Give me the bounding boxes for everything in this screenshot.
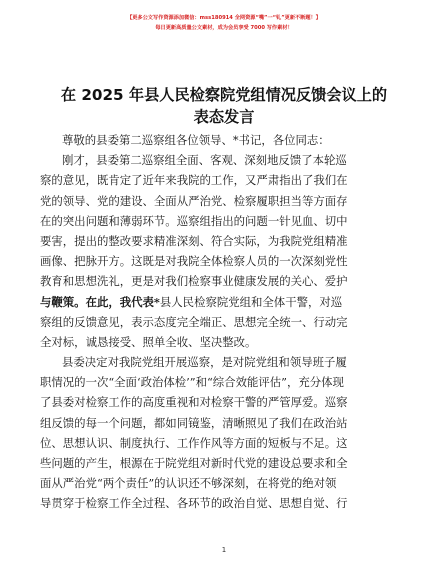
banner-line-2: 每日更新高质量公文素材，成为会员享受 7000 写作素材！ [155, 25, 293, 31]
paragraph-line: 要害，提出的整改要求精准深刻、符合实际，为我院党组精准 [40, 233, 348, 248]
page-number: 1 [221, 546, 227, 554]
promo-banner [0, 13, 448, 33]
paragraph-line: 面从严治党“两个责任”的认识还不够深刻，在将党的绝对领 [40, 476, 337, 491]
title-line-1: 在 2025 年县人民检察院党组情况反馈会议上的 [60, 86, 388, 104]
document-body [40, 130, 400, 514]
paragraph-line-emphasis [40, 292, 400, 312]
document-title [30, 84, 418, 128]
paragraph-line: 党的领导、党的建设、全面从严治党、检察履职担当等方面存 [40, 193, 348, 208]
paragraph-line: 位、思想认识、制度执行、工作作风等方面的短板与不足。这 [40, 435, 348, 450]
paragraph-line: 职情况的一次“全面‘政治体检’”和“综合效能评估”，充分体现 [40, 375, 344, 390]
paragraph-line: 教育和思想洗礼，更是对我们检察事业健康发展的关心、爱护 [40, 274, 348, 289]
paragraph-line: 察的意见，既肯定了近年来我院的工作，又严肃指出了我们在 [40, 173, 348, 188]
paragraph-line: 察组的反馈意见，表示态度完全端正、思想完全统一、行动完 [40, 314, 348, 329]
paragraph-line: 些问题的产生，根源在于院党组对新时代党的建设总要求和全 [40, 456, 348, 470]
paragraph-line: 县委决定对我院党组开展巡察，是对院党组和领导班子履 [62, 355, 347, 370]
emphasis-rest: 县人民检察院党组和全体干警，对巡 [159, 294, 343, 309]
emphasis-text-a: 与鞭策。在此， [40, 294, 120, 309]
paragraph-line: 在的突出问题和薄弱环节。巡察组指出的问题一针见血、切中 [40, 213, 348, 228]
paragraph-line: 导贯穿于检察工作全过程、各环节的政治自觉、思想自觉、行 [40, 496, 348, 511]
paragraph-line: 组反馈的每一个问题，都如同镜鉴，清晰照见了我们在政治站 [40, 415, 348, 430]
title-line-2: 表态发言 [193, 108, 255, 126]
paragraph-line: 全对标，诚恳接受、照单全收、坚决整改。 [40, 334, 257, 349]
banner-line-1: 【更多公文写作资源添加微信：mss180914 全网资源“嘴”一“钆”更新不断题！】 [127, 15, 321, 21]
emphasis-text-b: 我代表* [119, 294, 160, 309]
paragraph-line: 画像、把脉开方。这既是对我院全体检察人员的一次深刻党性 [40, 254, 348, 269]
salutation: 尊敬的县委第二巡察组各位领导、*书记，各位同志： [62, 133, 330, 147]
paragraph-line: 刚才，县委第二巡察组全面、客观、深刻地反馈了本轮巡 [62, 153, 347, 168]
paragraph-line: 了县委对检察工作的高度重视和对检察干警的严管厚爱。巡察 [40, 395, 348, 410]
